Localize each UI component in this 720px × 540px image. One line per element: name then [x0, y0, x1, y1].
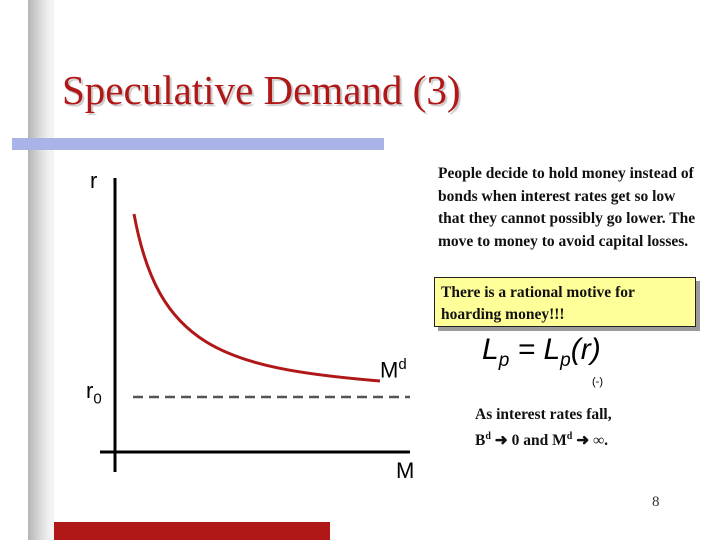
right-arrow-icon: ➜: [576, 432, 590, 450]
money-demand-curve: [134, 214, 380, 381]
page-number: 8: [652, 494, 660, 510]
rational-motive-callout: [434, 277, 696, 327]
note-line-2: [475, 426, 612, 452]
r0-subscript: 0: [93, 390, 102, 408]
bd-sup: d: [485, 431, 491, 442]
x-axis-label: M: [396, 458, 415, 483]
r0-label: [86, 378, 102, 407]
md-superscript: d: [398, 356, 407, 373]
negative-sign-annotation: (-): [592, 376, 603, 388]
md-sup: d: [566, 431, 573, 442]
md-base: M: [380, 357, 399, 383]
bottom-accent-bar: [54, 522, 330, 540]
callout-text: There is a rational motive for hoarding money!!!: [441, 284, 635, 323]
eq-lhs-sub: p: [498, 350, 510, 371]
r0-base: r: [86, 378, 94, 403]
explanation-text: People decide to hold money instead of bonds when interest rates get so low that they cannot possibly go lower. The move to money to avoid capital losses.: [438, 165, 696, 250]
eq-rhs-sub: p: [560, 350, 571, 371]
eq-equals: = L: [509, 333, 561, 366]
eq-lhs: L: [482, 333, 499, 366]
liquidity-preference-equation: [482, 333, 601, 372]
money-demand-label: [380, 356, 407, 383]
note-line-2-end: ∞.: [589, 432, 609, 450]
bd-base: B: [475, 432, 486, 450]
interest-rate-fall-note: [475, 404, 612, 452]
note-line-2-mid: 0 and M: [507, 432, 567, 450]
y-axis-label: r: [90, 168, 98, 193]
right-arrow-icon: ➜: [494, 432, 508, 450]
slide-title: Speculative Demand (3): [62, 67, 461, 113]
eq-rhs-arg: (r): [570, 333, 601, 366]
note-line-1: As interest rates fall,: [475, 406, 612, 423]
